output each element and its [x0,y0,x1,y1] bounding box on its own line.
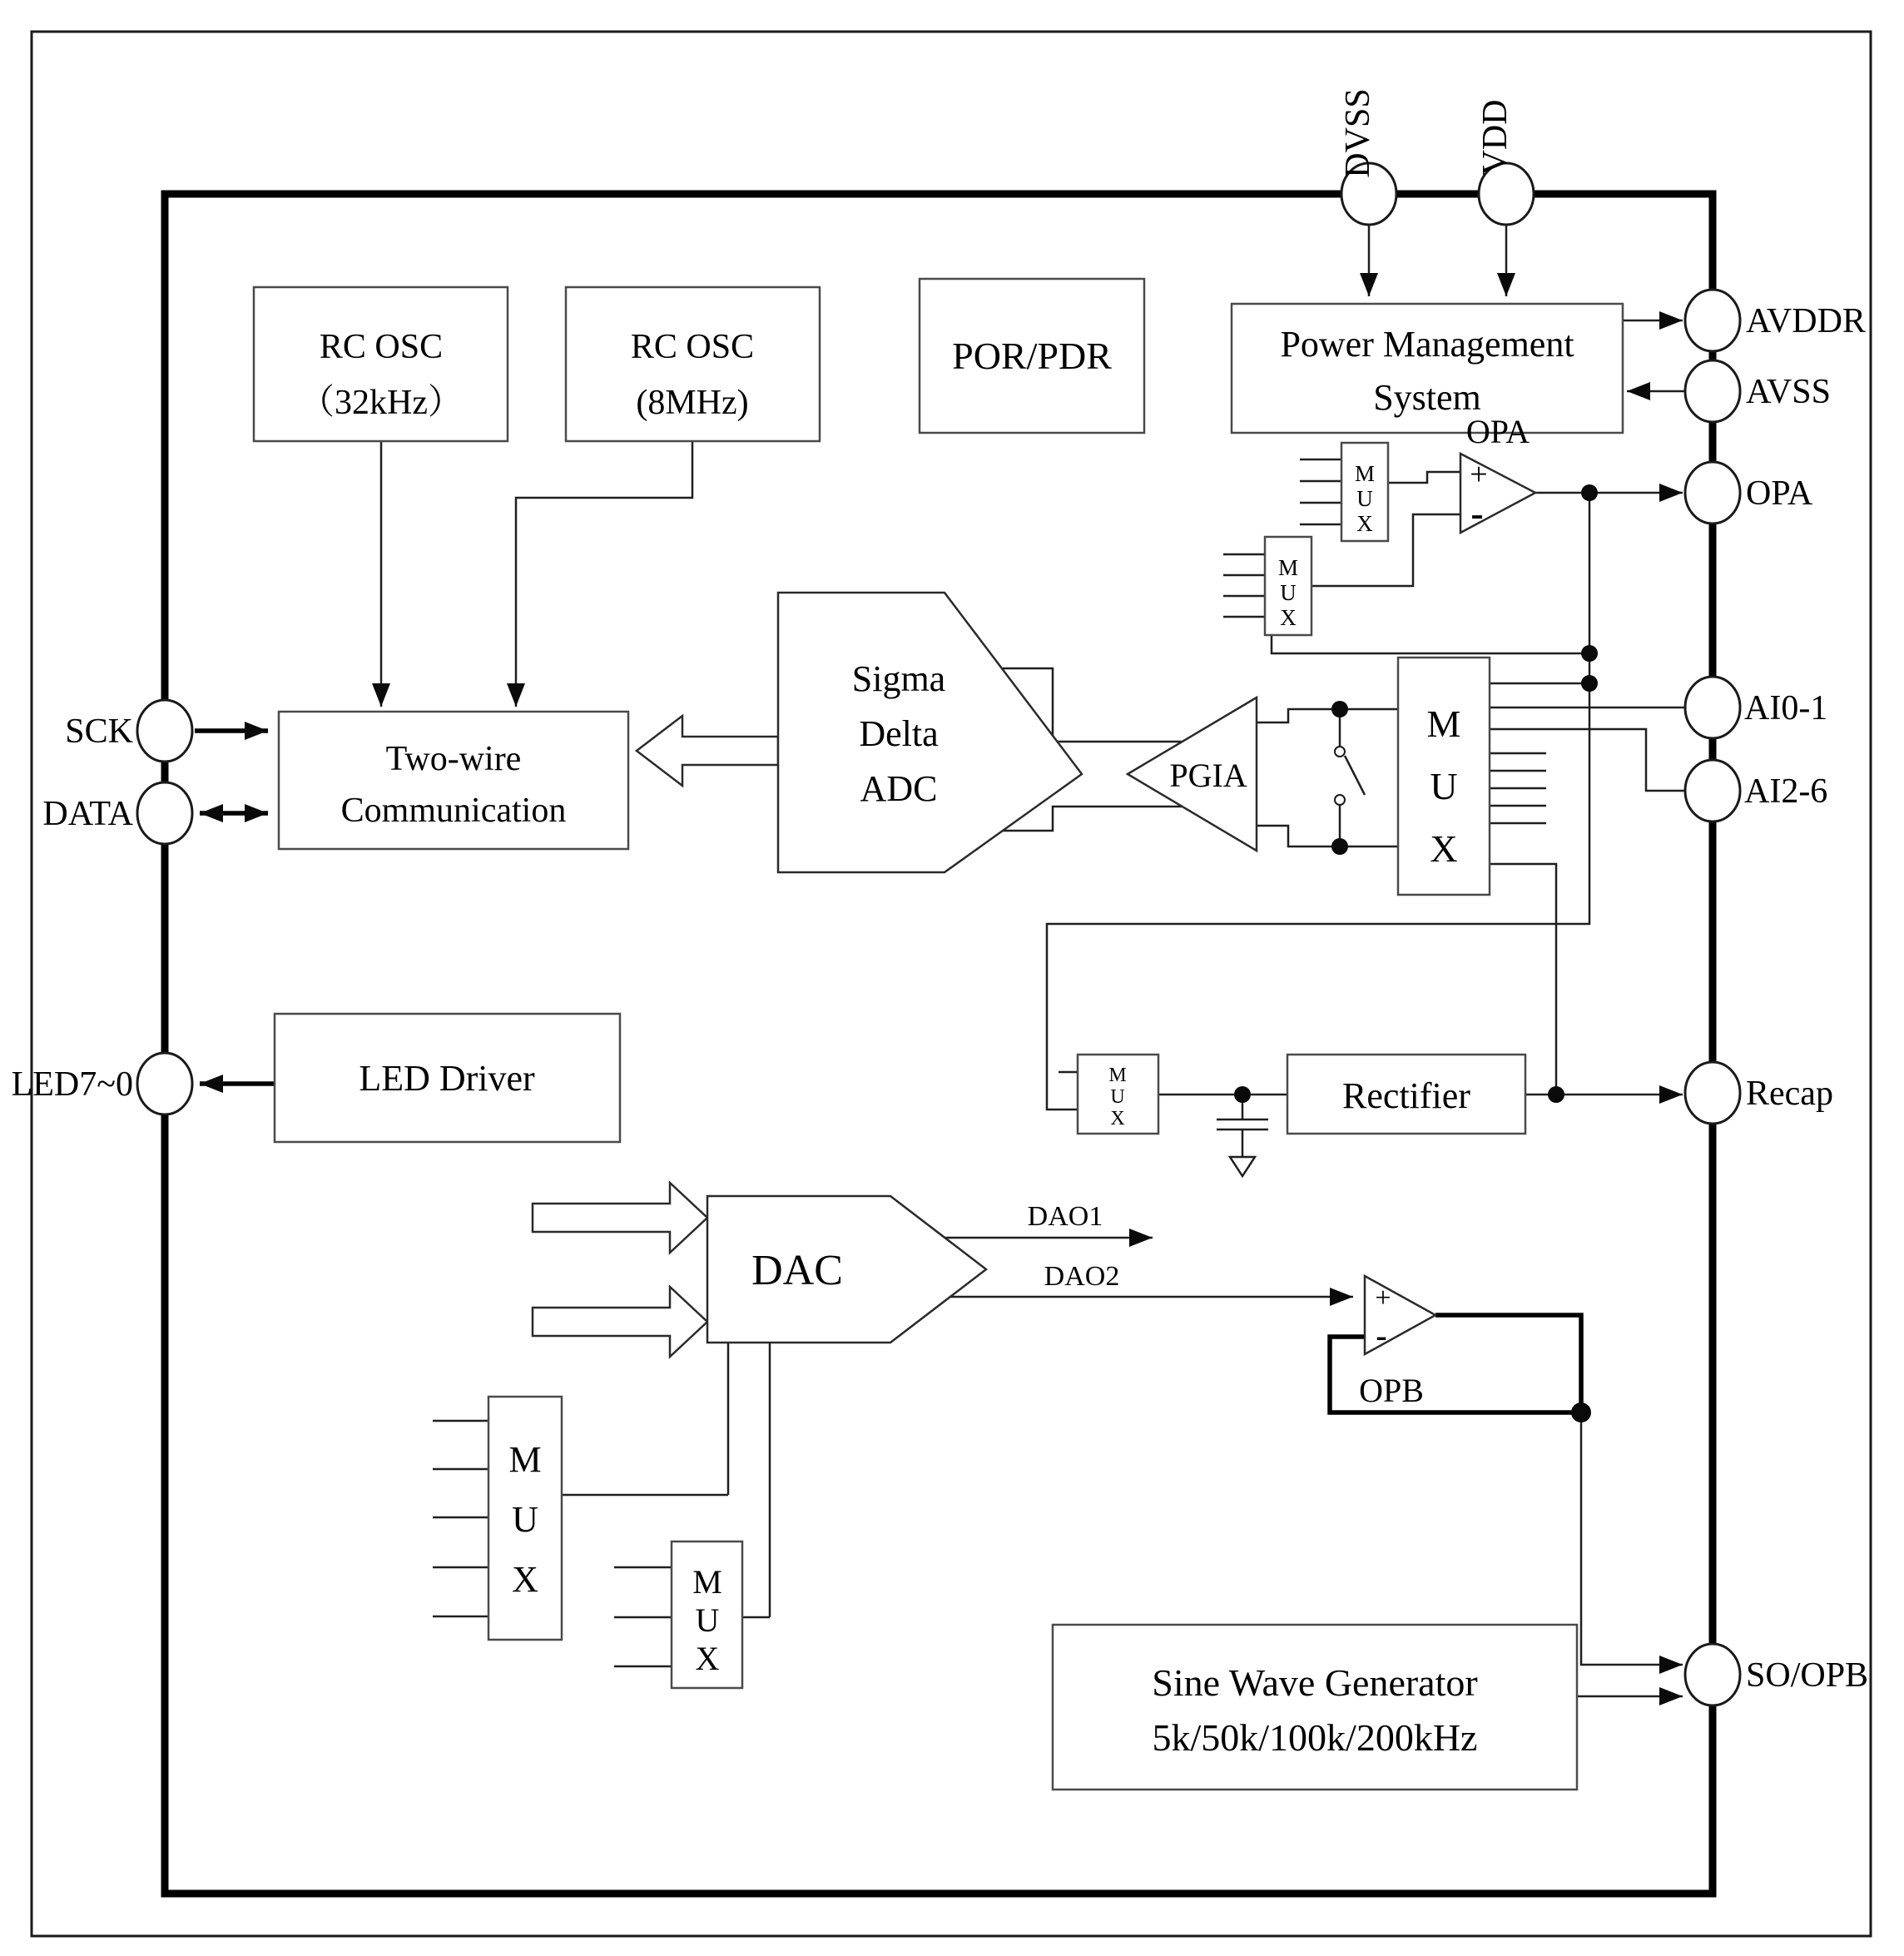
adc-line2: Delta [859,713,939,754]
twowire-line1: Two-wire [385,740,522,778]
pin-led70 [137,1053,192,1115]
wire-rc8-to-twowire [516,441,692,707]
pm-line2: System [1373,377,1481,418]
junction-pgia-top [1331,701,1348,717]
rc32-line2: （32kHz） [300,384,463,422]
mux-main-m: M [1426,702,1461,745]
switch-lever [1345,756,1365,795]
switch-contact-icon-top [1335,747,1345,757]
mux-small-u: U [695,1601,720,1639]
mux-big-m: M [508,1439,542,1480]
wire-muxlow-feedback-loop [1272,635,1589,653]
label-opa-amp: OPA [1465,413,1530,450]
junction-rectifier-out [1548,1086,1564,1103]
main-mux-wires [1490,683,1685,1095]
mux-low-x: X [1280,605,1297,630]
dac-shape [707,1196,986,1343]
left-pin-wires [195,731,275,1084]
label-opb-amp: OPB [1359,1372,1424,1409]
pin-avss [1685,360,1740,422]
pin-label-ai01: AI0-1 [1744,689,1828,727]
swg-line1: Sine Wave Generator [1152,1661,1478,1704]
rectifier-label: Rectifier [1342,1075,1470,1116]
adc-line1: Sigma [851,658,946,699]
pgia-in-bottom [1257,826,1398,846]
pin-so-opb [1685,1644,1740,1705]
mux-big-u: U [512,1499,538,1540]
junction-cap-node [1234,1086,1251,1103]
pin-label-sck: SCK [65,712,133,751]
opb-to-soopb [1581,1412,1683,1665]
mux-small-m: M [692,1563,722,1601]
opb-minus-sign: - [1376,1317,1387,1354]
rc8-line2: (8MHz) [636,384,749,422]
pin-label-led70: LED7~0 [11,1065,133,1104]
mux-low-u: U [1280,580,1297,605]
pin-label-so-opb: SO/OPB [1746,1656,1869,1695]
pin-label-recap: Recap [1746,1075,1833,1113]
block-arrow-adc-to-twowire [637,716,778,786]
opa-minus-sign: - [1470,492,1484,534]
junction-mux-top [1581,675,1598,692]
opa-cluster-wires [1047,459,1683,1110]
por-pdr-label: POR/PDR [952,335,1112,377]
opb-plus-sign: + [1375,1283,1391,1313]
mux-low-m: M [1277,555,1299,580]
junction-opa-out [1581,484,1598,501]
switch-contact-icon-bottom [1335,795,1345,805]
pin-label-dvss: DVSS [1339,88,1377,178]
pin-recap [1685,1062,1740,1124]
mux-to-ai26 [1490,729,1685,791]
mux-rect-x: X [1110,1108,1125,1129]
pin-label-opa: OPA [1746,474,1813,513]
pgia-label: PGIA [1169,757,1247,794]
mux-big-x: X [512,1559,538,1600]
pin-data [137,782,192,844]
adc-line3: ADC [860,768,938,809]
mux-up-x: X [1356,511,1373,536]
label-dao2: DAO2 [1044,1261,1120,1292]
pin-opa [1685,462,1740,524]
pin-ai01 [1685,677,1740,738]
junction-opb-out [1571,1402,1591,1422]
pin-ai26 [1685,760,1740,822]
dac-label: DAC [751,1247,843,1294]
rc8-line1: RC OSC [630,328,755,366]
led-driver-label: LED Driver [359,1058,535,1099]
pin-avddr [1685,290,1740,351]
pin-label-vdd: VDD [1476,99,1515,176]
mux-up-m: M [1354,461,1376,486]
pin-label-avss: AVSS [1746,373,1831,411]
sine-wave-generator-box [1053,1625,1577,1790]
wire-muxup-to-opa-plus [1388,472,1460,483]
mux-small-x: X [695,1640,720,1677]
mux-rect-u: U [1110,1086,1125,1108]
block-arrow-dac-in-1 [533,1183,707,1253]
mux-up-u: U [1356,486,1373,511]
pin-label-avddr: AVDDR [1746,302,1866,340]
rc32-line1: RC OSC [319,328,444,366]
pin-sck [137,700,192,762]
mux-main-u: U [1430,765,1458,807]
junction-pgia-bottom [1331,838,1348,855]
opb-output [1435,1315,1581,1412]
pm-line1: Power Management [1280,324,1574,365]
pgia-in-top [1257,709,1398,722]
pin-label-ai26: AI2-6 [1744,772,1828,811]
mux-main-x: X [1430,827,1458,870]
opa-plus-sign: + [1470,457,1488,492]
block-arrow-dac-in-2 [533,1287,707,1357]
junction-feedback [1581,645,1598,662]
swg-line2: 5k/50k/100k/200kHz [1152,1716,1478,1759]
twowire-line2: Communication [340,792,567,830]
clock-wires [381,441,692,707]
pin-label-data: DATA [42,795,133,833]
label-dao1: DAO1 [1027,1201,1103,1232]
ground-symbol [1230,1157,1255,1176]
mux-rect-m: M [1108,1065,1127,1086]
